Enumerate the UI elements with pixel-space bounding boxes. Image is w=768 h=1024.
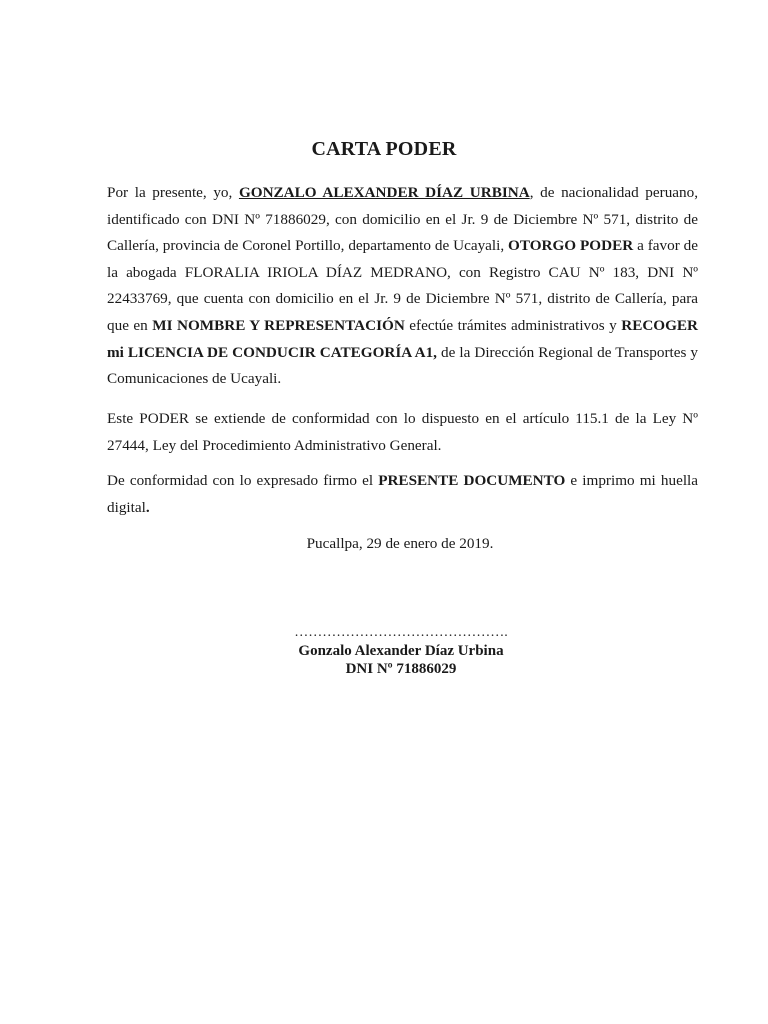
paragraph1-text-2: , de nacionalidad peruano, identificado con DNI Nº 71886029, con domicilio en el Jr. 9 de Diciembre Nº 571, distrito de Callería, provincia de Coronel Portillo, departamento de Ucayali,: [107, 184, 699, 255]
paragraph1-text-4: efectúe trámites administrativos y: [404, 316, 622, 334]
date-line: Pucallpa, 29 de enero de 2019.: [306, 535, 494, 552]
paragraph1-text-3: a favor de la abogada FLORALIA IRIOLA DÍAZ MEDRANO, con Registro CAU Nº 183, DNI Nº 22433769, que cuenta con domicilio en el Jr. 9 de Diciembre Nº 571, distrito de Callería, para que en: [107, 237, 699, 334]
signer-dni: DNI Nº 71886029: [345, 661, 457, 677]
otorgo-poder-text: OTORGO PODER: [508, 237, 634, 255]
paragraph3-text-2: e imprimo mi huella digital: [107, 472, 698, 516]
document-title: CARTA PODER: [311, 138, 457, 160]
signature-block: [0, 624, 768, 678]
paragraph-signature-statement: [107, 468, 698, 521]
paragraph3-text-1: De conformidad con lo expresado firmo el: [107, 472, 379, 489]
paragraph-grant-of-power: [107, 180, 698, 393]
paragraph-legal-basis: [107, 406, 698, 459]
signature-line: ……………………………………….: [294, 625, 508, 640]
presente-documento-text: PRESENTE DOCUMENTO: [378, 472, 566, 489]
recoger-licencia-text: RECOGER mi LICENCIA DE CONDUCIR CATEGORÍA A1,: [107, 316, 699, 361]
paragraph2-text: Este PODER se extiende de conformidad con lo dispuesto en el artículo 115.1 de la Ley Nº 27444, Ley del Procedimiento Administrativo General.: [107, 410, 698, 454]
paragraph1-text-5: de la Dirección Regional de Transportes y Comunicaciones de Ucayali.: [107, 343, 698, 388]
grantor-name: GONZALO ALEXANDER DÍAZ URBINA: [238, 184, 530, 201]
paragraph3-end: .: [145, 498, 150, 516]
representation-text: MI NOMBRE Y REPRESENTACIÓN: [152, 316, 405, 334]
paragraph1-text-1: Por la presente, yo,: [107, 184, 239, 201]
signer-name: Gonzalo Alexander Díaz Urbina: [298, 643, 504, 659]
